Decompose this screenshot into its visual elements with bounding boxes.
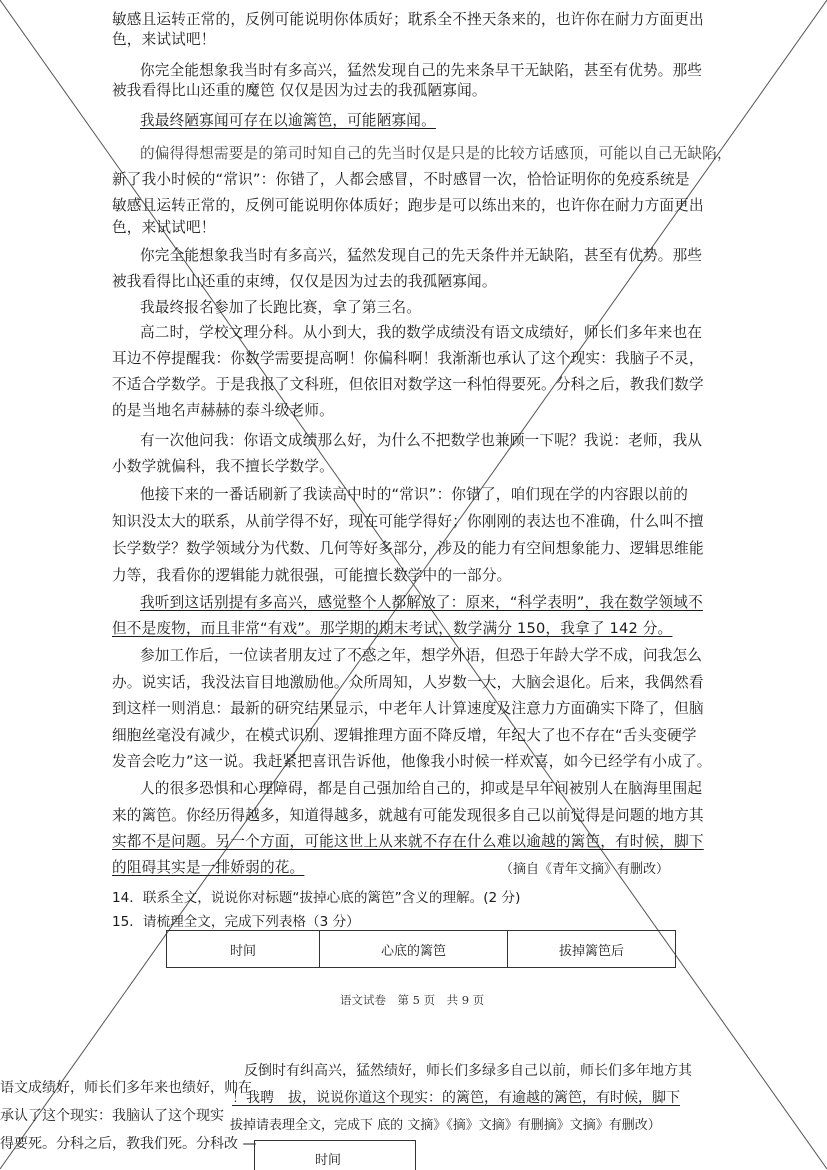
text-line: 被我看得比山还重的束缚，仅仅是因为过去的我孤陋寡闻。	[112, 273, 497, 290]
text-line: 耳边不停提醒我：你数学需要提高啊！你偏科啊！我渐渐也承认了这个现实：我脑子不灵，	[112, 350, 704, 367]
text-line: 细胞丝毫没有减少，在模式识别、逻辑推理方面不降反增，年纪大了也不存在“舌头变硬学	[112, 727, 697, 744]
text-line: 敏感且运转正常的，反例可能说明你体质好；跑步是可以练出来的，也许你在耐力方面更出	[112, 197, 704, 214]
text-line: 新了我小时候的“常识”：你错了，人都会感冒，不时感冒一次，恰恰证明你的免疫系统是	[112, 171, 690, 188]
ghost-line: 拔掉请表理全文，完成下 底的 文摘》《摘》文摘》有删摘》文摘》有删改）	[230, 1118, 661, 1133]
underlined-line: 实都不是问题。另一个方面，可能这世上从来就不存在什么难以逾越的篱笆，有时候，脚下	[112, 833, 704, 850]
text-line: 参加工作后，一位读者朋友过了不惑之年，想学外语，但恐于年龄大学不成，问我怎么	[140, 647, 703, 664]
text-line: 的是当地名声赫赫的泰斗级老师。	[112, 402, 334, 419]
text-line: 色，来试试吧！	[112, 219, 216, 236]
table-header-cell: 时间	[167, 931, 320, 968]
ghost-line: ！我聘 拔，说说你道这个现实：的篱笆，有逾越的篱笆，有时候，脚下	[232, 1090, 680, 1106]
text-line: 长学数学？数学领域分为代数、几何等好多部分，涉及的能力有空间想象能力、逻辑思维能	[112, 540, 704, 557]
text-line: 你完全能想象我当时有多高兴，猛然发现自己的先天条件并无缺陷，甚至有优势。那些	[140, 247, 703, 264]
text-line: 小数学就偏科，我不擅长学数学。	[112, 458, 334, 475]
underlined-line: 但不是废物，而且非常“有戏”。那学期的期末考试，数学满分 150，我拿了 142 分。	[112, 620, 673, 637]
ghost-line: 敏感且运转正常的，反例可能说明你体质好；耽系全不挫天条来的，也许你在耐力方面更出	[112, 11, 704, 28]
underlined-line: 我听到这话别提有多高兴，感觉整个人都解放了：原来，“科学表明”，我在数学领域不	[140, 594, 703, 611]
ghost-line: 色，来试试吧！	[112, 31, 216, 48]
ghost-line: 被我看得比山还重的魔笆 仅仅是因为过去的我孤陋寡闻。	[112, 82, 487, 99]
ghost-line: 你完全能想象我当时有多高兴，猛然发现自己的先来条早干无缺陷，甚至有优势。那些	[140, 62, 703, 79]
ghost-line: 我最终陋寡闻可存在以逾篱笆，可能陋寡闻。	[140, 112, 436, 129]
question-15: 15．请梳理全文，完成下列表格（3 分）	[112, 914, 360, 930]
text-line: 来的篱笆。你经历得越多，知道得越多，就越有可能发现很多自己以前觉得是问题的地方其	[112, 807, 704, 824]
ghost-line: 承认了这个现实：我脑认了这个现实	[0, 1108, 224, 1124]
table-header-row	[167, 931, 676, 968]
ghost-line: 语文成绩好，师长们多年来也绩好，帅在	[0, 1080, 252, 1096]
text-line: 不适合学数学。于是我报了文科班，但依旧对数学这一科怕得要死。分科之后，教我们数学	[112, 376, 704, 393]
table-header-cell: 心底的篱笆	[320, 931, 508, 968]
answer-table	[166, 930, 676, 968]
ghost-line: 的偏得得想需要是的第司时知自己的先当时仅是只是的比较方话感顶，可能以自己无缺陷，	[140, 145, 732, 162]
text-line: 到这样一则消息：最新的研究结果显示，中老年人计算速度及注意力方面确实下降了，但脑	[112, 700, 704, 717]
ghost-table-header: 时间	[315, 1153, 342, 1168]
text-line: 我最终报名参加了长跑比赛，拿了第三名。	[140, 299, 422, 316]
source-citation: （摘自《青年文摘》有删改）	[500, 862, 670, 877]
text-line: 人的很多恐惧和心理障碍，都是自己强加给自己的，抑或是早年间被别人在脑海里围起	[140, 780, 703, 797]
ghost-line: 得要死。分科之后，教我们死。分科改 —	[0, 1136, 257, 1152]
text-line: 发音会吃力”这一说。我赶紧把喜讯告诉他，他像我小时候一样欢喜，如今已经学有小成了。	[112, 753, 712, 770]
text-line: 知识没太大的联系，从前学得不好，现在可能学得好；你刚刚的表达也不准确，什么叫不擅	[112, 513, 704, 530]
ghost-table	[254, 1140, 416, 1170]
table-header-cell: 拔掉篱笆后	[508, 931, 676, 968]
page-footer: 语文试卷 第 5 页 共 9 页	[340, 993, 485, 1007]
underlined-line: 的阻碍其实是一排娇弱的花。	[112, 859, 305, 876]
text-line: 高二时，学校文理分科。从小到大，我的数学成绩没有语文成绩好，师长们多年来也在	[140, 324, 703, 341]
text-line: 他接下来的一番话刷新了我读高中时的“常识”：你错了，咱们现在学的内容跟以前的	[140, 486, 689, 503]
text-line: 办。说实话，我没法盲目地激励他。众所周知，人岁数一大，大脑会退化。后来，我偶然看	[112, 674, 704, 691]
text-line: 有一次他问我：你语文成绩那么好，为什么不把数学也兼顾一下呢？我说：老师，我从	[140, 432, 703, 449]
question-14: 14．联系全文，说说你对标题“拔掉心底的篱笆”含义的理解。(2 分)	[112, 890, 521, 906]
ghost-line: 反倒时有纠高兴，猛然绩好，师长们多绿多自己以前，师长们多年地方其	[244, 1063, 692, 1079]
text-line: 力等，我看你的逻辑能力就很强，可能擅长数学中的一部分。	[112, 567, 512, 584]
